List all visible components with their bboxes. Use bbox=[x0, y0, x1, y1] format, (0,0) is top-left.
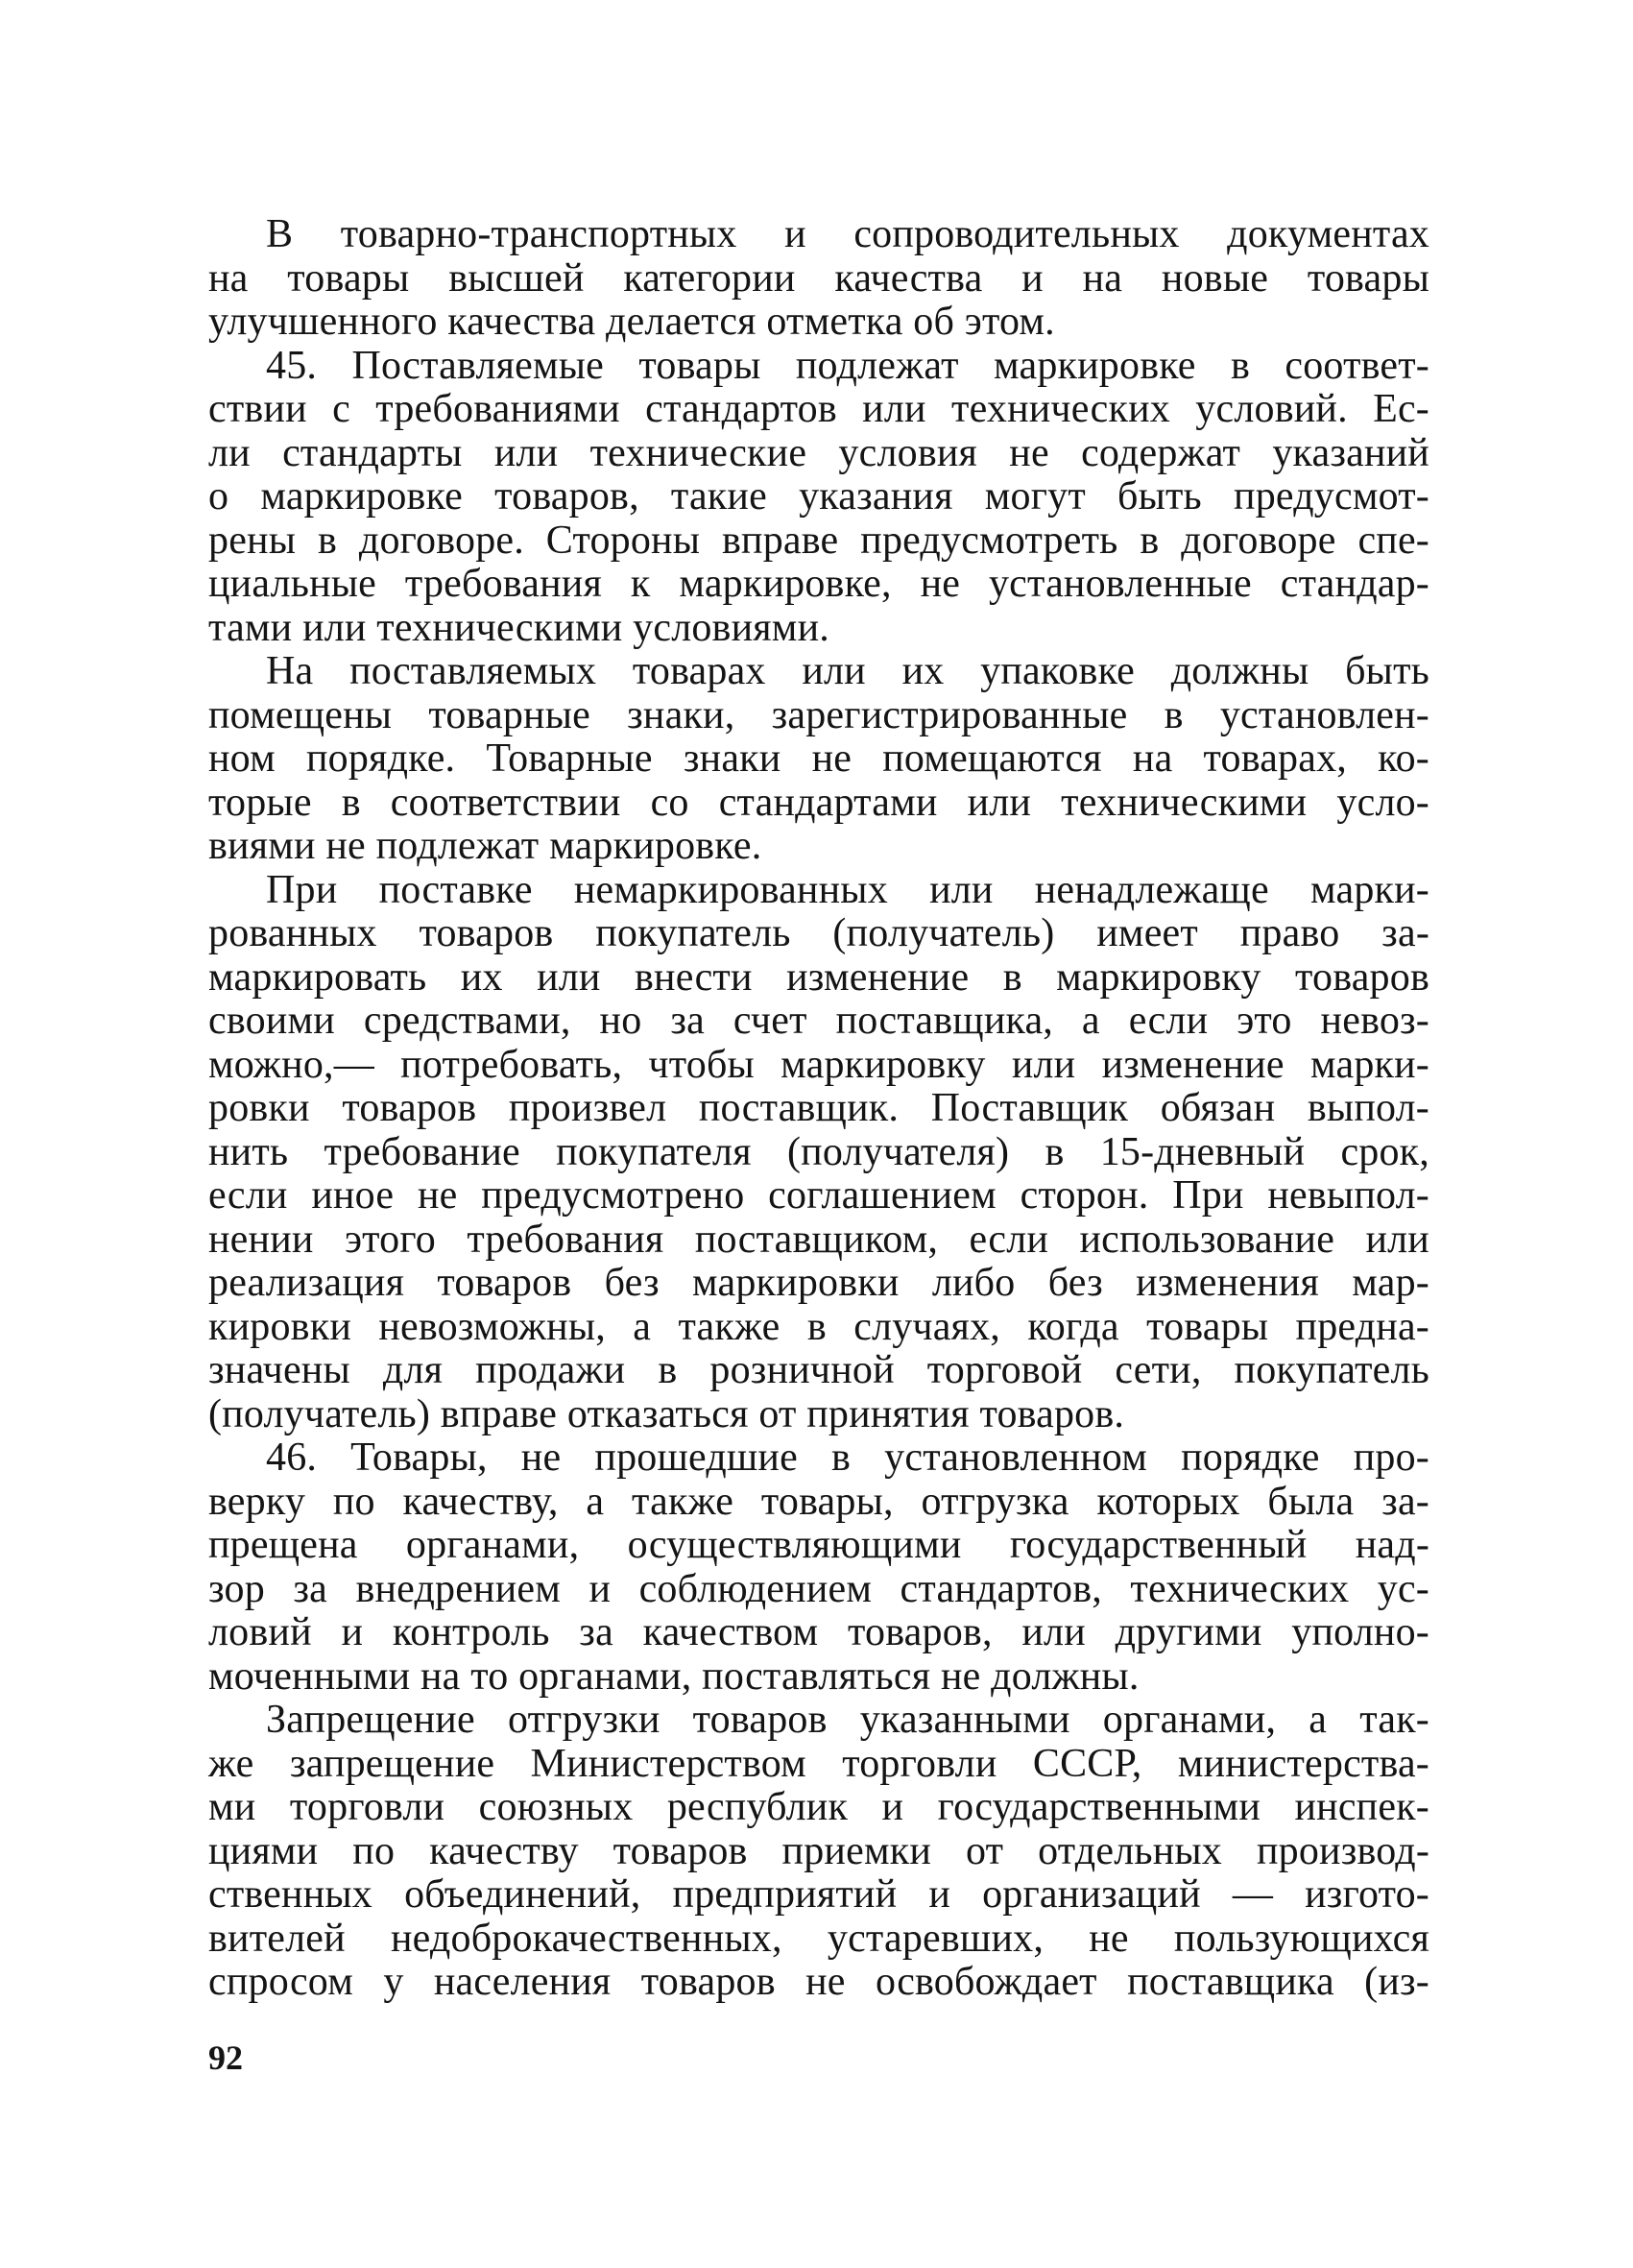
text-line: ловий и контроль за качеством товаров, или другими уполно- bbox=[208, 1610, 1429, 1654]
text-line: 46. Товары, не прошедшие в установленном порядке про- bbox=[266, 1436, 1429, 1480]
text-line: В товарно-транспортных и сопроводительных документах bbox=[266, 212, 1429, 256]
text-line: ми торговли союзных республик и государственными инспек- bbox=[208, 1785, 1429, 1829]
text-line: рованных товаров покупатель (получатель) имеет право за- bbox=[208, 911, 1429, 955]
text-line: на товары высшей категории качества и на новые товары bbox=[208, 255, 1429, 301]
text-line: же запрещение Министерством торговли СССР, министерства- bbox=[208, 1741, 1429, 1786]
text-line: о маркировке товаров, такие указания могут быть предусмот- bbox=[208, 474, 1429, 519]
text-line: прещена органами, осуществляющими государственный над- bbox=[208, 1523, 1429, 1567]
text-line: вителей недоброкачественных, устаревших, не пользующихся bbox=[208, 1916, 1429, 1961]
text-line: нить требование покупателя (получателя) в 15-дневный срок, bbox=[208, 1129, 1429, 1174]
text-line: кировки невозможны, а также в случаях, когда товары предна- bbox=[208, 1304, 1429, 1349]
text-line: если иное не предусмотрено соглашением сторон. При невыпол- bbox=[208, 1173, 1429, 1218]
text-line: тами или техническими условиями. bbox=[208, 605, 829, 650]
body-text bbox=[208, 213, 1429, 2005]
text-line: маркировать их или внести изменение в маркировку товаров bbox=[208, 954, 1429, 1000]
text-line: помещены товарные знаки, зарегистрированные в установлен- bbox=[208, 692, 1429, 737]
text-line: При поставке немаркированных или ненадлежаще марки- bbox=[266, 867, 1429, 912]
text-line: циями по качеству товаров приемки от отдельных производ- bbox=[208, 1828, 1429, 1873]
text-line: ном порядке. Товарные знаки не помещаются на товарах, ко- bbox=[208, 736, 1429, 781]
text-line: (получатель) вправе отказаться от принятия товаров. bbox=[208, 1391, 1125, 1436]
text-line: ственных объединений, предприятий и организаций — изгото- bbox=[208, 1872, 1429, 1917]
text-line: циальные требования к маркировке, не установленные стандар- bbox=[208, 562, 1429, 606]
text-line: улучшенного качества делается отметка об этом. bbox=[208, 300, 1055, 344]
text-line: виями не подлежат маркировке. bbox=[208, 824, 762, 868]
text-line: верку по качеству, а также товары, отгрузка которых была за- bbox=[208, 1479, 1429, 1524]
text-line: ровки товаров произвел поставщик. Поставщик обязан выпол- bbox=[208, 1086, 1429, 1130]
text-line: рены в договоре. Стороны вправе предусмотреть в договоре спе- bbox=[208, 518, 1429, 563]
text-line: ли стандарты или технические условия не содержат указаний bbox=[208, 430, 1429, 475]
text-line: На поставляемых товарах или их упаковке должны быть bbox=[266, 649, 1429, 693]
text-line: моченными на то органами, поставляться не должны. bbox=[208, 1653, 1140, 1699]
text-line: значены для продажи в розничной торговой сети, покупатель bbox=[208, 1348, 1429, 1392]
text-line: зор за внедрением и соблюдением стандартов, технических ус- bbox=[208, 1566, 1429, 1611]
text-line: торые в соответствии со стандартами или техническими усло- bbox=[208, 780, 1429, 825]
text-line: спросом у населения товаров не освобождает поставщика (из- bbox=[208, 1960, 1429, 2004]
text-line: 45. Поставляемые товары подлежат маркировке в соответ- bbox=[266, 343, 1429, 388]
text-line: реализация товаров без маркировки либо без изменения мар- bbox=[208, 1261, 1429, 1305]
page-number: 92 bbox=[208, 2039, 243, 2077]
text-line: ствии с требованиями стандартов или технических условий. Ес- bbox=[208, 387, 1429, 431]
text-line: нении этого требования поставщиком, если использование или bbox=[208, 1217, 1429, 1262]
text-line: своими средствами, но за счет поставщика, а если это невоз- bbox=[208, 999, 1429, 1043]
text-line: Запрещение отгрузки товаров указанными органами, а так- bbox=[266, 1698, 1429, 1742]
text-line: можно,— потребовать, чтобы маркировку или изменение марки- bbox=[208, 1042, 1429, 1087]
